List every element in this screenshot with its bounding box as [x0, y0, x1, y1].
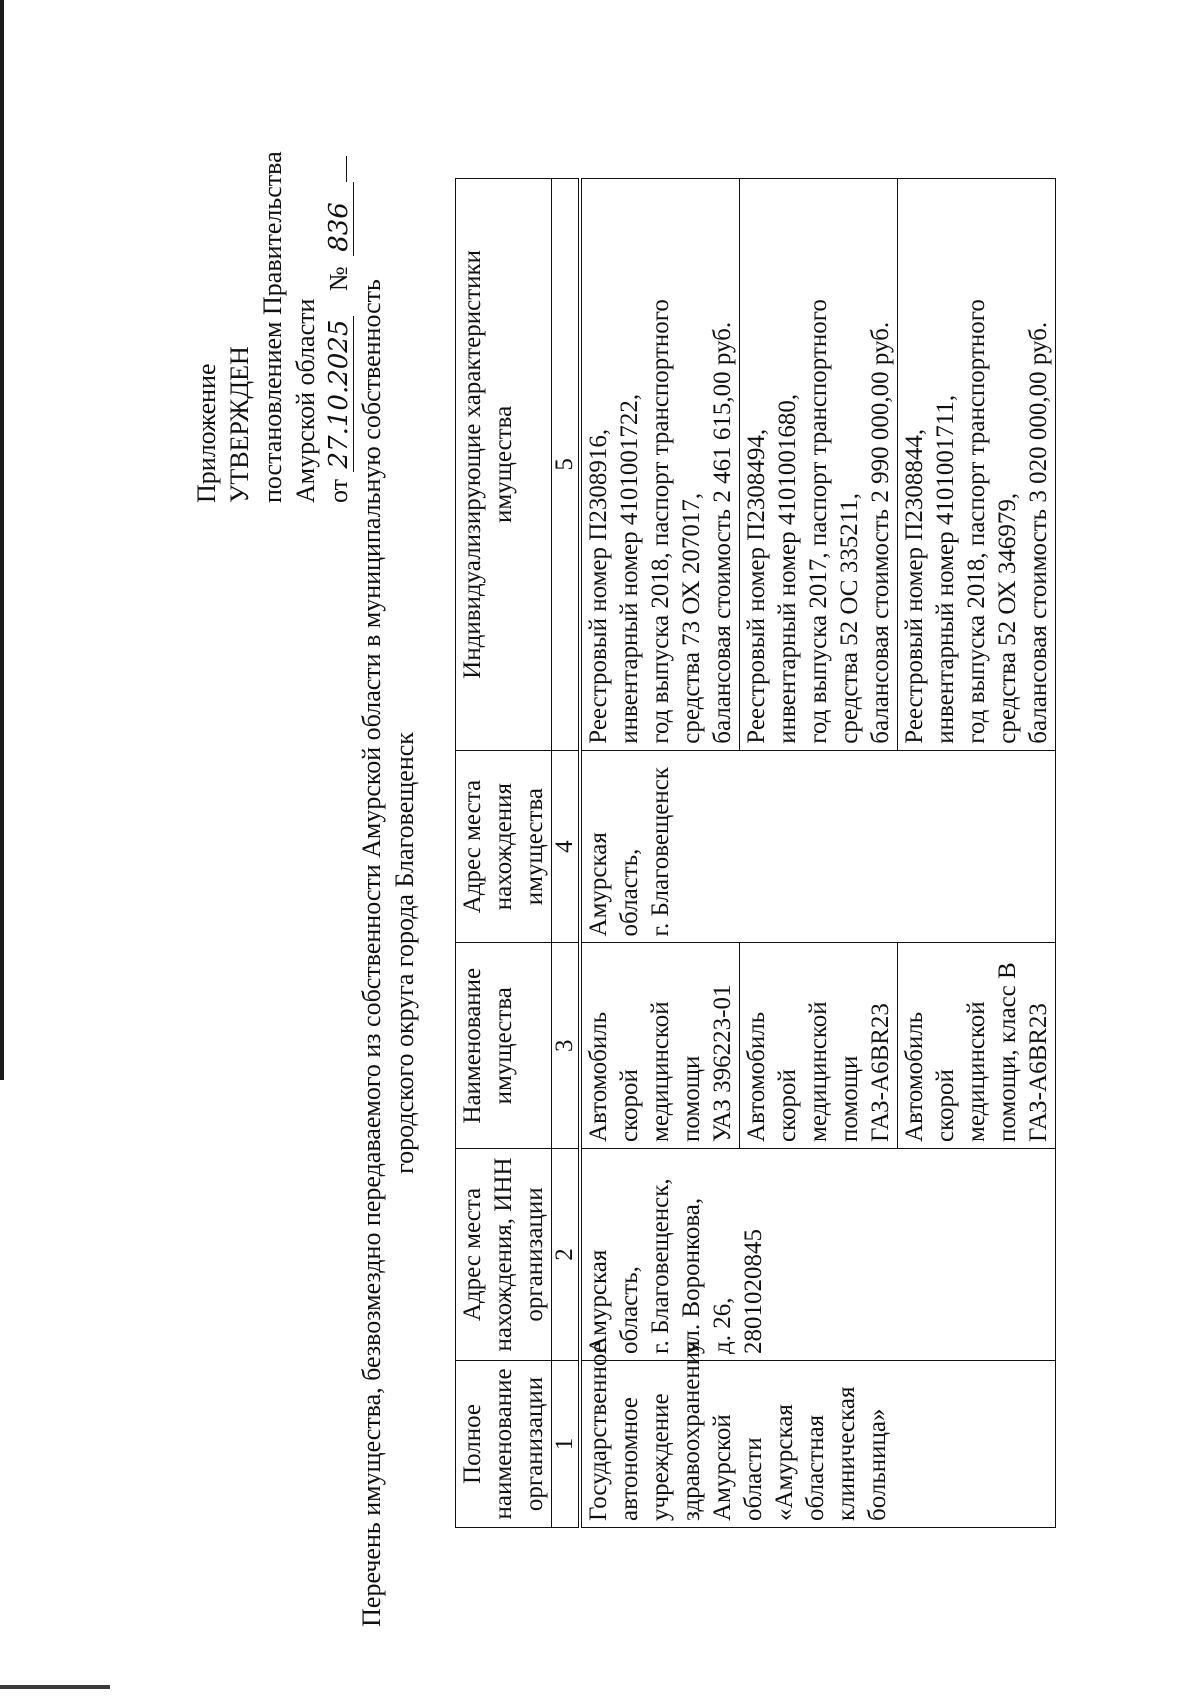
cell-text: Амурской: [709, 1414, 736, 1521]
property-address-cell: [580, 750, 1056, 943]
cell-text: медицинской: [963, 1001, 990, 1142]
cell-text: год выпуска 2017, паспорт транспортного: [805, 299, 832, 744]
cell-text: ул. Воронкова,: [678, 1197, 705, 1354]
cell-text: Реестровый номер П2308494,: [743, 428, 770, 744]
underline-tail: [346, 156, 347, 182]
cell-text: областная: [802, 1414, 829, 1521]
property-name-cell: [898, 943, 1056, 1149]
cell-text: скорой: [616, 1069, 643, 1142]
approval-block: [190, 83, 355, 503]
number-sign: №: [324, 266, 353, 292]
column-number: 4: [552, 750, 581, 943]
table-row: [580, 179, 740, 1528]
header-text: Адрес места: [459, 1187, 486, 1322]
property-details-cell: [898, 179, 1056, 751]
title-line: Перечень имущества, безвозмездно передаваемого из собственности Амурской области в муниципальную собственность: [357, 279, 386, 1627]
cell-text: ГАЗ-А6BR23: [1025, 1003, 1052, 1142]
cell-text: инвентарный номер 4101001711,: [932, 394, 959, 744]
approval-line: Амурской области: [291, 298, 320, 503]
title-line: городского округа города Благовещенск: [390, 732, 419, 1174]
header-organization-address: [456, 1149, 552, 1361]
table-header-row: [456, 179, 552, 1528]
property-name-cell: [580, 943, 740, 1149]
column-number: 5: [552, 179, 581, 751]
property-details-cell: [580, 179, 740, 751]
cell-text: Автомобиль: [901, 1011, 928, 1142]
header-text: Наименование: [459, 967, 486, 1124]
cell-text: инвентарный номер 4101001680,: [774, 393, 801, 744]
cell-text: балансовая стоимость 3 020 000,00 руб.: [1025, 321, 1052, 744]
organization-address-cell: [580, 1149, 1056, 1361]
cell-text: балансовая стоимость 2 461 615,00 руб.: [709, 321, 736, 744]
header-text: нахождения, ИНН: [490, 1157, 517, 1352]
header-property-details: [456, 179, 552, 751]
cell-text: Автомобиль: [743, 1011, 770, 1142]
cell-text: Автомобиль: [585, 1011, 612, 1142]
cell-text: Амурская: [585, 1249, 612, 1354]
document-title: [355, 203, 421, 1703]
header-text: имущества: [490, 405, 517, 524]
cell-text: балансовая стоимость 2 990 000,00 руб.: [867, 321, 894, 744]
date-prefix: от: [324, 478, 353, 503]
cell-text: Реестровый номер П2308844,: [901, 428, 928, 744]
header-text: нахождения: [490, 782, 517, 911]
cell-text: инвентарный номер 4101001722,: [616, 393, 643, 744]
cell-text: год выпуска 2018, паспорт транспортного: [963, 299, 990, 744]
approval-line: Приложение: [192, 363, 221, 503]
header-text: наименование: [490, 1368, 517, 1520]
column-number: 2: [552, 1149, 581, 1361]
cell-text: помощи: [836, 1055, 863, 1142]
handwritten-date: 27.10.2025: [325, 316, 354, 473]
header-organization-name: [456, 1360, 552, 1527]
header-text: имущества: [521, 787, 548, 906]
column-number-row: [552, 179, 581, 1528]
column-number: 3: [552, 943, 581, 1149]
header-text: Индивидуализирующие характеристики: [459, 249, 486, 679]
cell-text: область,: [616, 848, 643, 937]
cell-text: средства 52 ОС 335211,: [836, 492, 863, 744]
cell-text: область,: [616, 1266, 643, 1354]
header-text: организации: [521, 1187, 548, 1322]
cell-text: «Амурская: [771, 1404, 798, 1521]
column-number: 1: [552, 1360, 581, 1527]
cell-text: клиническая: [833, 1386, 860, 1521]
header-property-name: [456, 943, 552, 1149]
organization-name-cell: [580, 1340, 1056, 1527]
property-name-cell: [740, 943, 898, 1149]
cell-text: медицинской: [805, 1001, 832, 1142]
cell-text: Амурская: [585, 832, 612, 937]
property-details-cell: [740, 179, 898, 751]
header-text: Адрес места: [459, 779, 486, 914]
cell-text: средства 52 ОХ 346979,: [994, 492, 1021, 744]
property-table: [455, 178, 1056, 1528]
header-text: имущества: [490, 987, 517, 1105]
cell-text: здравоохранения: [678, 1340, 705, 1521]
cell-text: ГАЗ-А6BR23: [867, 1003, 894, 1142]
cell-text: учреждение: [647, 1393, 674, 1521]
cell-text: г. Благовещенск: [647, 767, 674, 937]
cell-text: помощи: [678, 1055, 705, 1142]
approval-line: постановлением Правительства: [258, 151, 287, 503]
cell-text: скорой: [932, 1069, 959, 1142]
header-text: организации: [521, 1376, 548, 1512]
cell-text: д. 26,: [709, 1297, 736, 1354]
handwritten-number: 836: [325, 182, 354, 256]
cell-text: области: [740, 1437, 767, 1521]
cell-text: больница»: [864, 1408, 891, 1521]
cell-text: г. Благовещенск,: [647, 1178, 674, 1354]
cell-text: скорой: [774, 1069, 801, 1142]
cell-text: УАЗ 396223-01: [709, 984, 736, 1142]
approval-line: УТВЕРЖДЕН: [225, 346, 254, 503]
cell-text: медицинской: [647, 1001, 674, 1142]
cell-text: год выпуска 2018, паспорт транспортного: [647, 299, 674, 744]
cell-text: Государственное: [585, 1342, 612, 1521]
cell-text: средства 73 ОХ 207017,: [678, 492, 705, 744]
cell-text: помощи, класс В: [994, 962, 1021, 1142]
cell-text: автономное: [616, 1397, 643, 1521]
cell-text: 2801020845: [740, 1228, 767, 1354]
cell-text: Реестровый номер П2308916,: [585, 428, 612, 744]
approval-date-line: [322, 83, 355, 503]
header-property-address: [456, 750, 552, 943]
header-text: Полное: [459, 1404, 486, 1484]
